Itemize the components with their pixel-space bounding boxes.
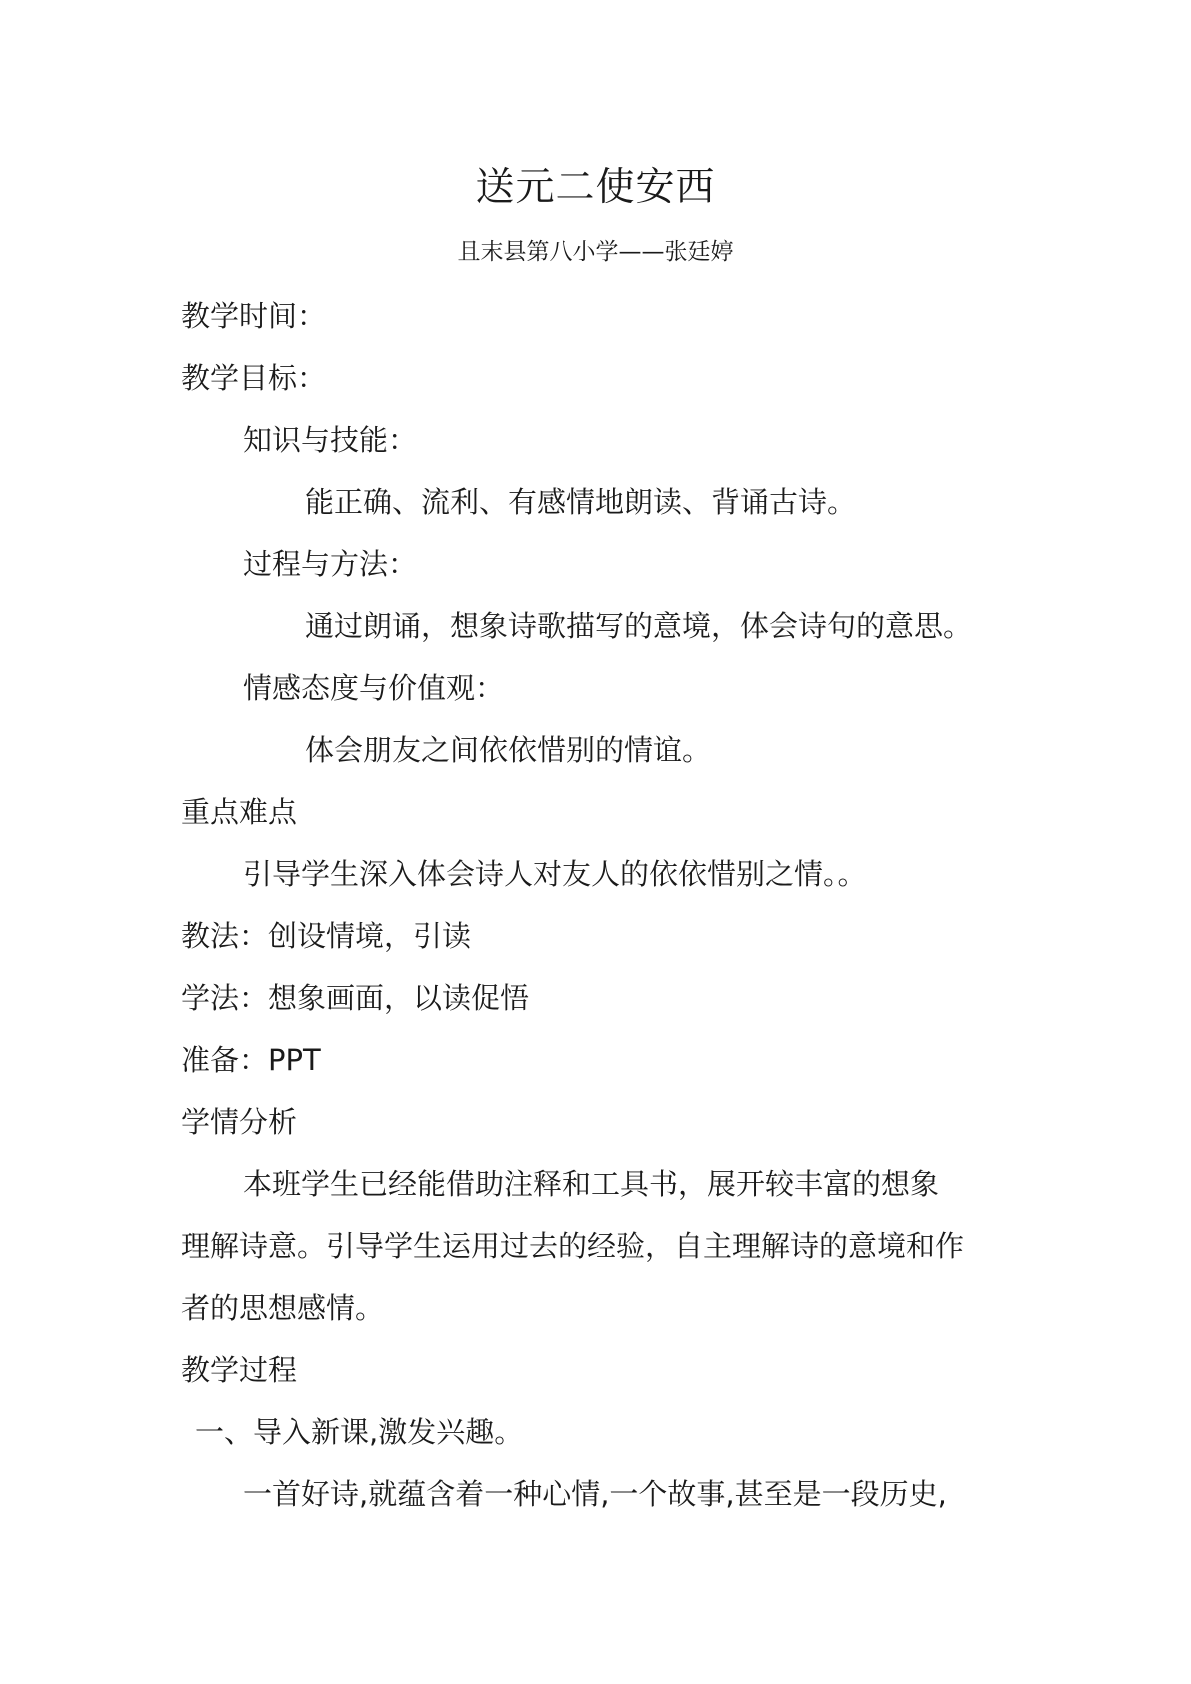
- learning-method-line: 学法：想象画面，以读促悟: [181, 981, 530, 1015]
- section-one-text: 一首好诗,就蕴含着一种心情,一个故事,甚至是一段历史,: [243, 1477, 947, 1511]
- process-method-text: 通过朗诵，想象诗歌描写的意境，体会诗句的意思。: [305, 609, 973, 643]
- key-difficulties-text: 引导学生深入体会诗人对友人的依依惜别之情。。: [243, 857, 867, 891]
- emotion-values-heading: 情感态度与价值观：: [243, 671, 505, 705]
- learning-analysis-text-2: 理解诗意。引导学生运用过去的经验，自主理解诗的意境和作: [181, 1229, 965, 1263]
- learning-analysis-heading: 学情分析: [181, 1105, 298, 1139]
- document-title: 送元二使安西: [475, 165, 716, 210]
- teaching-method-line: 教法：创设情境，引读: [181, 919, 472, 953]
- knowledge-skills-text: 能正确、流利、有感情地朗读、背诵古诗。: [305, 485, 857, 519]
- preparation-line: 准备：PPT: [181, 1043, 321, 1077]
- teaching-process-heading: 教学过程: [181, 1353, 298, 1387]
- process-method-heading: 过程与方法：: [243, 547, 418, 581]
- teaching-goals-label: 教学目标：: [181, 361, 327, 395]
- teaching-time-label: 教学时间：: [181, 299, 327, 333]
- section-one-heading: 一、导入新课,激发兴趣。: [195, 1415, 524, 1449]
- learning-analysis-text-1: 本班学生已经能借助注释和工具书，展开较丰富的想象: [243, 1167, 940, 1201]
- learning-analysis-text-3: 者的思想感情。: [181, 1291, 385, 1325]
- key-difficulties-heading: 重点难点: [181, 795, 298, 829]
- knowledge-skills-heading: 知识与技能：: [243, 423, 418, 457]
- document-author: 且末县第八小学——张廷婷: [457, 239, 734, 265]
- emotion-values-text: 体会朋友之间依依惜别的情谊。: [305, 733, 712, 767]
